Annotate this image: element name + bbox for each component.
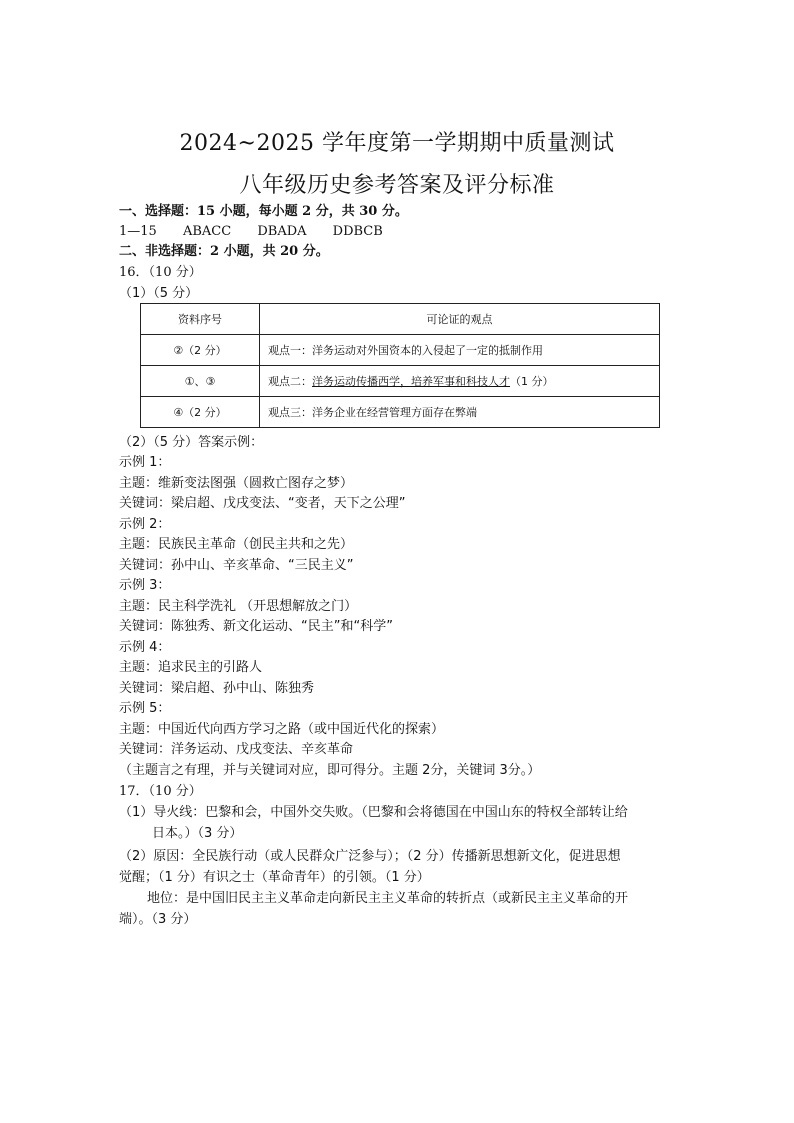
table-cell-view bbox=[260, 335, 660, 366]
table-row bbox=[141, 366, 660, 397]
table-header-view: 可论证的观点 bbox=[260, 304, 660, 335]
mc-group-3: DDBCB bbox=[332, 224, 383, 239]
example-theme: 主题：民族民主革命（创民主共和之先） bbox=[119, 537, 354, 552]
mc-answers bbox=[119, 222, 383, 242]
view-prefix: 观点一： bbox=[268, 344, 312, 357]
example-label: 示例 5： bbox=[119, 701, 171, 716]
example-label: 示例 2： bbox=[119, 517, 171, 532]
view-text-answer: 洋务运动传播西学，培养军事和科技人才 bbox=[312, 375, 510, 388]
example-keywords: 关键词：洋务运动、戊戌变法、辛亥革命 bbox=[119, 742, 354, 757]
mc-group-1: ABACC bbox=[182, 224, 232, 239]
view-text: 洋务企业在经营管理方面存在弊端 bbox=[312, 406, 477, 419]
scoring-note: （主题言之有理，并与关键词对应，即可得分。主题 2分，关键词 3分。） bbox=[119, 763, 541, 778]
example-keywords: 关键词：梁启超、戊戌变法、“变者，天下之公理” bbox=[119, 496, 406, 511]
q17-answer1: （1）导火线：巴黎和会，中国外交失败。（巴黎和会将德国在中国山东的特权全部转让给 bbox=[119, 805, 628, 820]
example-theme: 主题：追求民主的引路人 bbox=[119, 660, 263, 675]
table-header-row bbox=[141, 304, 660, 335]
example-label: 示例 1： bbox=[119, 455, 171, 470]
table-cell-source: ②（2 分） bbox=[141, 335, 260, 366]
view-prefix: 观点二： bbox=[268, 375, 312, 388]
example-theme: 主题：中国近代向西方学习之路（或中国近代化的探索） bbox=[119, 722, 445, 737]
q17-answer3: 地位：是中国旧民主主义革命走向新民主主义革命的转折点（或新民主主义革命的开 bbox=[147, 891, 629, 906]
table-cell-view bbox=[260, 397, 660, 428]
example-label: 示例 3： bbox=[119, 578, 171, 593]
q17-answer3-cont: 端）。（3 分） bbox=[119, 912, 197, 927]
example-keywords: 关键词：陈独秀、新文化运动、“民主”和“科学” bbox=[119, 619, 393, 634]
q17-answer1-cont: 日本。）（3 分） bbox=[152, 826, 243, 841]
view-text: 洋务运动对外国资本的入侵起了一定的抵制作用 bbox=[312, 344, 543, 357]
example-keywords: 关键词：梁启超、孙中山、陈独秀 bbox=[119, 681, 315, 696]
example-label: 示例 4： bbox=[119, 640, 171, 655]
view-prefix: 观点三： bbox=[268, 406, 312, 419]
example-keywords: 关键词：孙中山、辛亥革命、“三民主义” bbox=[119, 558, 354, 573]
document-title: 2024~2025 学年度第一学期期中质量测试 bbox=[179, 131, 615, 156]
q17-answer2-cont: 觉醒；（1 分）有识之士（革命青年）的引领。（1 分） bbox=[119, 870, 430, 885]
mc-range: 1—15 bbox=[119, 224, 157, 239]
view-score: （1 分） bbox=[510, 375, 554, 388]
example-theme: 主题：维新变法图强（圆救亡图存之梦） bbox=[119, 476, 354, 491]
table-row bbox=[141, 335, 660, 366]
table-cell-view bbox=[260, 366, 660, 397]
q16-sub2-label: （2）（5 分）答案示例： bbox=[119, 435, 264, 450]
q16-sub1-label: （1）（5 分） bbox=[119, 286, 199, 301]
table-row bbox=[141, 397, 660, 428]
table-cell-source: ①、③ bbox=[141, 366, 260, 397]
example-theme: 主题：民主科学洗礼 （开思想解放之门） bbox=[119, 599, 358, 614]
part1-heading: 一、选择题：15 小题，每小题 2 分，共 30 分。 bbox=[119, 204, 408, 219]
part2-heading: 二、非选择题：2 小题，共 20 分。 bbox=[119, 244, 329, 259]
q16-label: 16．（10 分） bbox=[119, 265, 202, 280]
table-cell-source: ④（2 分） bbox=[141, 397, 260, 428]
q17-answer2: （2）原因：全民族行动（或人民群众广泛参与）；（2 分）传播新思想新文化，促进思想 bbox=[119, 849, 621, 864]
viewpoint-table bbox=[140, 303, 660, 428]
table-header-source: 资料序号 bbox=[141, 304, 260, 335]
q17-label: 17．（10 分） bbox=[119, 784, 202, 799]
mc-group-2: DBADA bbox=[257, 224, 307, 239]
document-subtitle: 八年级历史参考答案及评分标准 bbox=[239, 173, 555, 198]
